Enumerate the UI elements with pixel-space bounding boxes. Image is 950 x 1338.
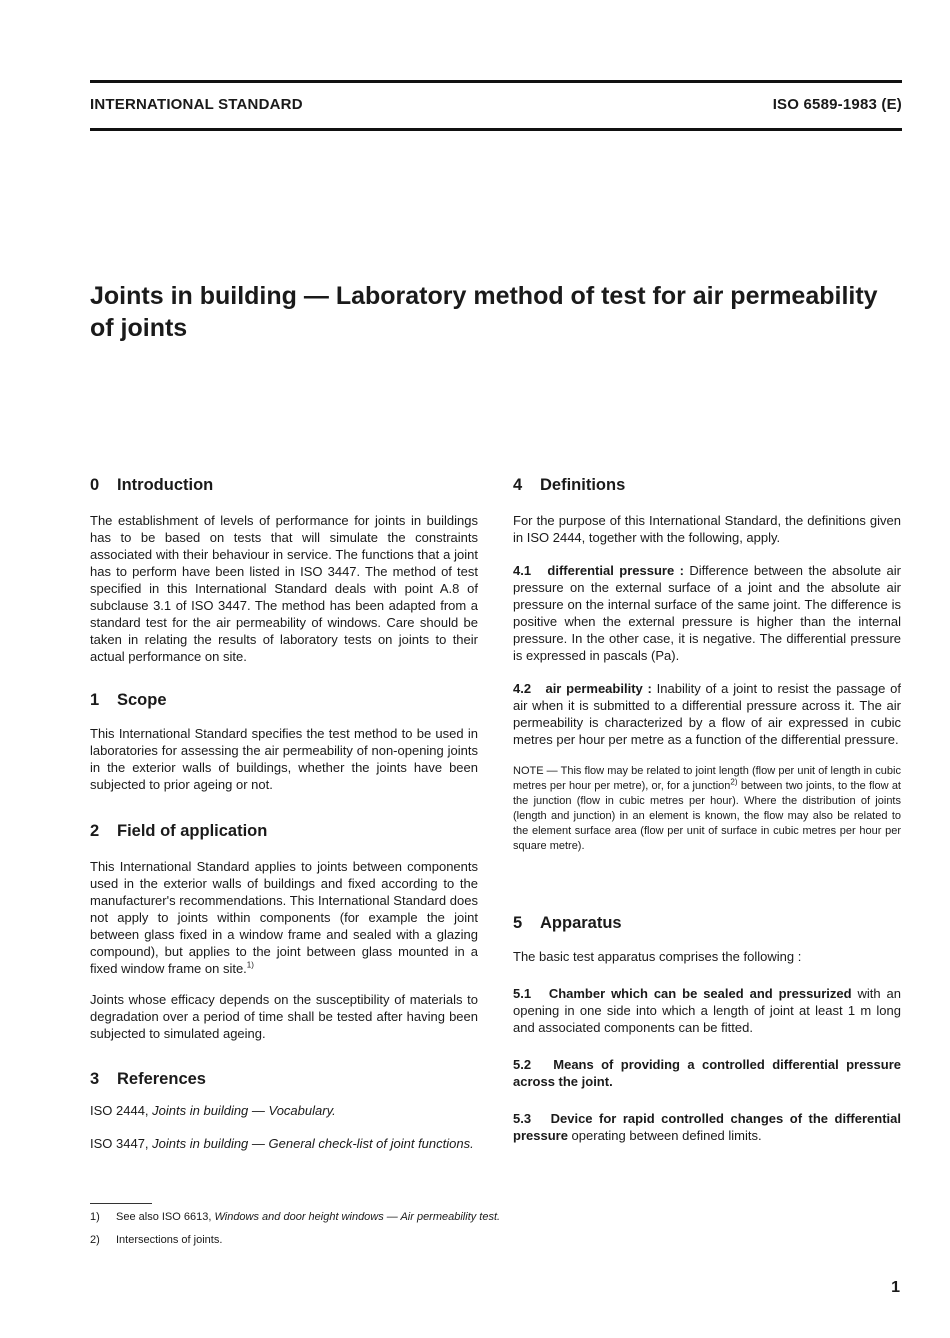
introduction-paragraph: The establishment of levels of performance for joints in buildings has to be based on tests that will simulate the constraints associated with their behaviour in service. The functions that a joint has to perform have been listed in ISO 3447. The method of test specified in this International Standard deals with point A.8 of subclause 3.1 of ISO 3447. The method has been adapted from a standard test for the air permeability of windows. Care should be taken in relating the results of laboratory tests on joints to their actual performance on site.: [90, 513, 478, 664]
definition-differential-pressure: 4.1 differential pressure : Difference between the absolute air pressure on the external surface of a joint and the absolute air pressure on the internal surface of the same joint. The difference is positive when the external pressure is higher than the internal pressure. In the other case, it is negative. The differential pressure is expressed in pascals (Pa).: [513, 563, 901, 663]
header-top-rule: [90, 80, 902, 83]
field-paragraph-1: This International Standard applies to joints between components used in the exterior walls of buildings and fixed according to the manufacturer's recommendations. This International Standard does not apply to joints within components (for example the joint between glass fixed in a window frame and sealed with a glazing compound), but applies to the joint between glass mounted in a fixed window frame on site.$^{1)}$: [90, 859, 478, 976]
scope-paragraph: This International Standard specifies the test method to be used in laboratories for assessing the air permeability of non-opening joints in the exterior walls of buildings, whether the joints have been subjected to prior ageing or not.: [90, 726, 478, 792]
apparatus-item-chamber: 5.1 Chamber which can be sealed and pressurized with an opening in one side into which a length of joint at least 1 m long and associated components can be fitted.: [513, 986, 901, 1035]
field-paragraph-2: Joints whose efficacy depends on the susceptibility of materials to degradation over a period of time shall be tested after having been subjected to simulated ageing.: [90, 992, 478, 1041]
footnote-1: 1) See also ISO 6613, Windows and door height windows — Air permeability test.: [90, 1211, 501, 1223]
apparatus-item-rapid-device: 5.3 Device for rapid controlled changes of the differential pressure operating between defined limits.: [513, 1111, 901, 1143]
section-apparatus: [513, 912, 901, 1144]
right-column: [513, 474, 901, 1144]
document-title: Joints in building — Laboratory method of test for air permeability of joints: [90, 282, 878, 342]
definitions-note: NOTE — This flow may be related to joint length (flow per unit of length in cubic metres per hour per metre), or, for a junction$^{2)}$ between two joints, to the flow at the junction (flow in cubic metres per hour). Where the distribution of joints (length and junction) in an element is known, the flow may also be related to the element surface area (flow per unit of surface in cubic metres per hour per square metre).: [513, 765, 901, 852]
section-field-of-application: [90, 820, 478, 1042]
header-document-number: ISO 6589-1983 (E): [772, 96, 902, 113]
apparatus-intro: The basic test apparatus comprises the following :: [513, 949, 802, 964]
section-heading: 5 Apparatus: [513, 914, 622, 932]
definitions-intro: For the purpose of this International Standard, the definitions given in ISO 2444, together with the following, apply.: [513, 513, 901, 545]
section-heading: 4 Definitions: [513, 476, 626, 494]
reference-item: ISO 2444, Joints in building — Vocabulary.: [90, 1103, 336, 1118]
section-heading: 1 Scope: [90, 691, 167, 709]
header-bottom-rule: [90, 128, 902, 131]
header-standard-label: INTERNATIONAL STANDARD: [90, 96, 303, 113]
section-heading: 2 Field of application: [90, 822, 268, 840]
section-heading: 0 Introduction: [90, 476, 214, 494]
footnote-2: 2) Intersections of joints.: [90, 1234, 223, 1246]
page-number: 1: [891, 1279, 900, 1296]
apparatus-item-pressure-means: 5.2 Means of providing a controlled differential pressure across the joint.: [513, 1057, 901, 1089]
reference-item: ISO 3447, Joints in building — General check-list of joint functions.: [90, 1136, 474, 1151]
section-scope: [90, 689, 478, 793]
footnote-ref-1: 1): [246, 960, 254, 970]
section-heading: 3 References: [90, 1070, 206, 1088]
section-references: [90, 1068, 478, 1152]
footnote-ref-2: 2): [730, 777, 738, 787]
section-introduction: [90, 474, 478, 665]
footnote-rule: [90, 1203, 152, 1204]
left-column: [90, 474, 478, 1152]
section-definitions: [513, 474, 901, 854]
definition-air-permeability: 4.2 air permeability : Inability of a joint to resist the passage of air when it is submitted to a differential pressure across it. The air permeability is characterized by a flow of air expressed in cubic metres per hour per metre as a function of the differential pressure.: [513, 681, 901, 747]
